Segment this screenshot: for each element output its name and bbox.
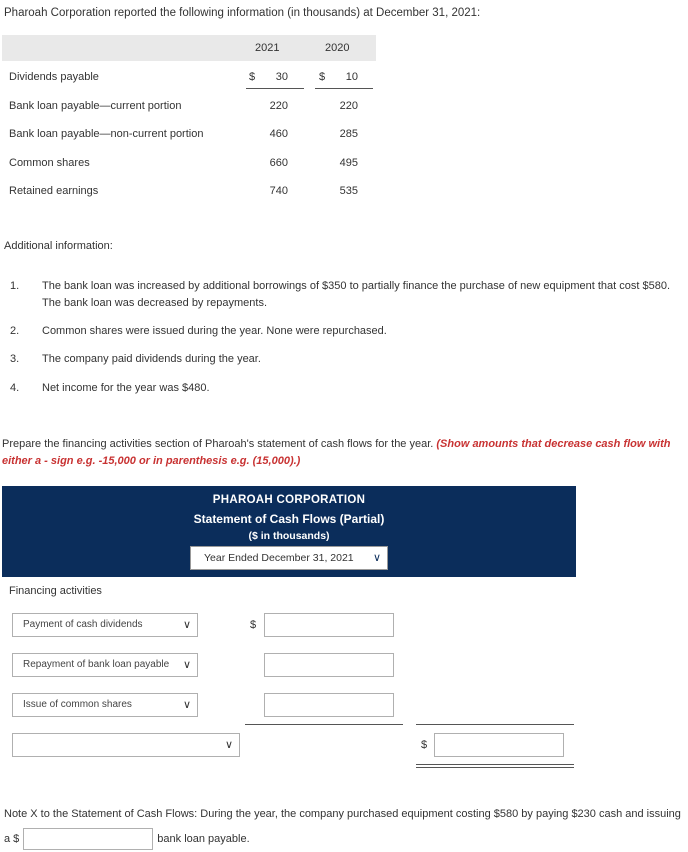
total-double-underline [416,764,574,765]
period-select-value: Year Ended December 31, 2021 [204,552,354,564]
subtotal-underline [416,724,574,725]
select-value: Repayment of bank loan payable [23,659,170,670]
table-header [2,35,376,61]
currency-symbol: $ [250,619,257,631]
row-label-retained-earnings: Retained earnings [9,185,99,197]
net-cash-input[interactable] [434,733,564,757]
statement-units: ($ in thousands) [248,530,330,542]
currency-symbol: $ [421,739,428,751]
item-text: The bank loan was increased by additional borrowings of $350 to partially finance the purchase of new equipment that cost $580. The bank loan was decreased by repayments. [42,280,671,309]
value-2021-bank-loan-noncurrent: 460 [269,128,288,140]
item-text: The company paid dividends during the year. [42,353,261,365]
financing-row-select-common-shares[interactable] [12,693,198,717]
total-double-underline [416,767,574,768]
amount-input-bank-loan[interactable] [264,653,394,677]
value-2021-dividends: 30 [275,71,288,83]
chevron-down-icon: ∨ [182,619,191,631]
value-2020-dividends: 10 [345,71,358,83]
row-label-bank-loan-current: Bank loan payable—current portion [9,100,182,112]
row-label-dividends: Dividends payable [9,71,99,83]
year-2020-header: 2020 [325,42,350,54]
row-label-bank-loan-noncurrent: Bank loan payable—non-current portion [9,128,204,140]
statement-header [2,486,576,577]
intro-text: Pharoah Corporation reported the following information (in thousands) at December 31, 2021: [4,7,481,19]
column-underline [246,88,304,89]
additional-info-title: Additional information: [4,240,113,252]
currency-symbol: $ [319,71,326,83]
row-label-common-shares: Common shares [9,157,90,169]
financing-row-select-dividends[interactable] [12,613,198,637]
item-text: Net income for the year was $480. [42,382,210,394]
select-value: Issue of common shares [23,699,132,710]
currency-symbol: $ [249,71,256,83]
year-2021-header: 2021 [255,42,280,54]
value-2020-bank-loan-noncurrent: 285 [339,128,358,140]
instructions-emphasis: (Show amounts that decrease cash flow with either a - sign e.g. -15,000 or in parenthesis e.g. (15,000).) [2,438,671,467]
chevron-down-icon: ∨ [372,552,381,564]
note-text-before: Note X to the Statement of Cash Flows: During the year, the company purchased equipment costing $580 by paying $230 cash and issuing a $ [4,808,681,845]
value-2021-common-shares: 660 [269,157,288,169]
company-name: PHAROAH CORPORATION [212,494,366,506]
value-2020-common-shares: 495 [339,157,358,169]
select-value: Payment of cash dividends [23,619,143,630]
note-x [4,802,688,852]
item-number: 3. [10,353,20,365]
chevron-down-icon: ∨ [182,699,191,711]
statement-title: Statement of Cash Flows (Partial) [193,512,385,526]
subtotal-underline [245,724,403,725]
item-number: 2. [10,325,20,337]
financing-activities-label: Financing activities [9,585,102,597]
column-underline [315,88,373,89]
value-2021-bank-loan-current: 220 [269,100,288,112]
value-2021-retained-earnings: 740 [269,185,288,197]
note-text-after: bank loan payable. [157,833,250,845]
period-select[interactable] [190,546,388,570]
chevron-down-icon: ∨ [224,739,233,751]
value-2020-bank-loan-current: 220 [339,100,358,112]
instructions [2,436,686,470]
instructions-text: Prepare the financing activities section of Pharoah's statement of cash flows for the year. [2,438,437,450]
amount-input-dividends[interactable] [264,613,394,637]
note-amount-input[interactable] [23,828,153,850]
item-number: 1. [10,280,20,292]
item-number: 4. [10,382,20,394]
chevron-down-icon: ∨ [182,659,191,671]
item-text: Common shares were issued during the year. None were repurchased. [42,325,387,337]
net-cash-select[interactable] [12,733,240,757]
financing-row-select-bank-loan[interactable] [12,653,198,677]
amount-input-common-shares[interactable] [264,693,394,717]
value-2020-retained-earnings: 535 [339,185,358,197]
